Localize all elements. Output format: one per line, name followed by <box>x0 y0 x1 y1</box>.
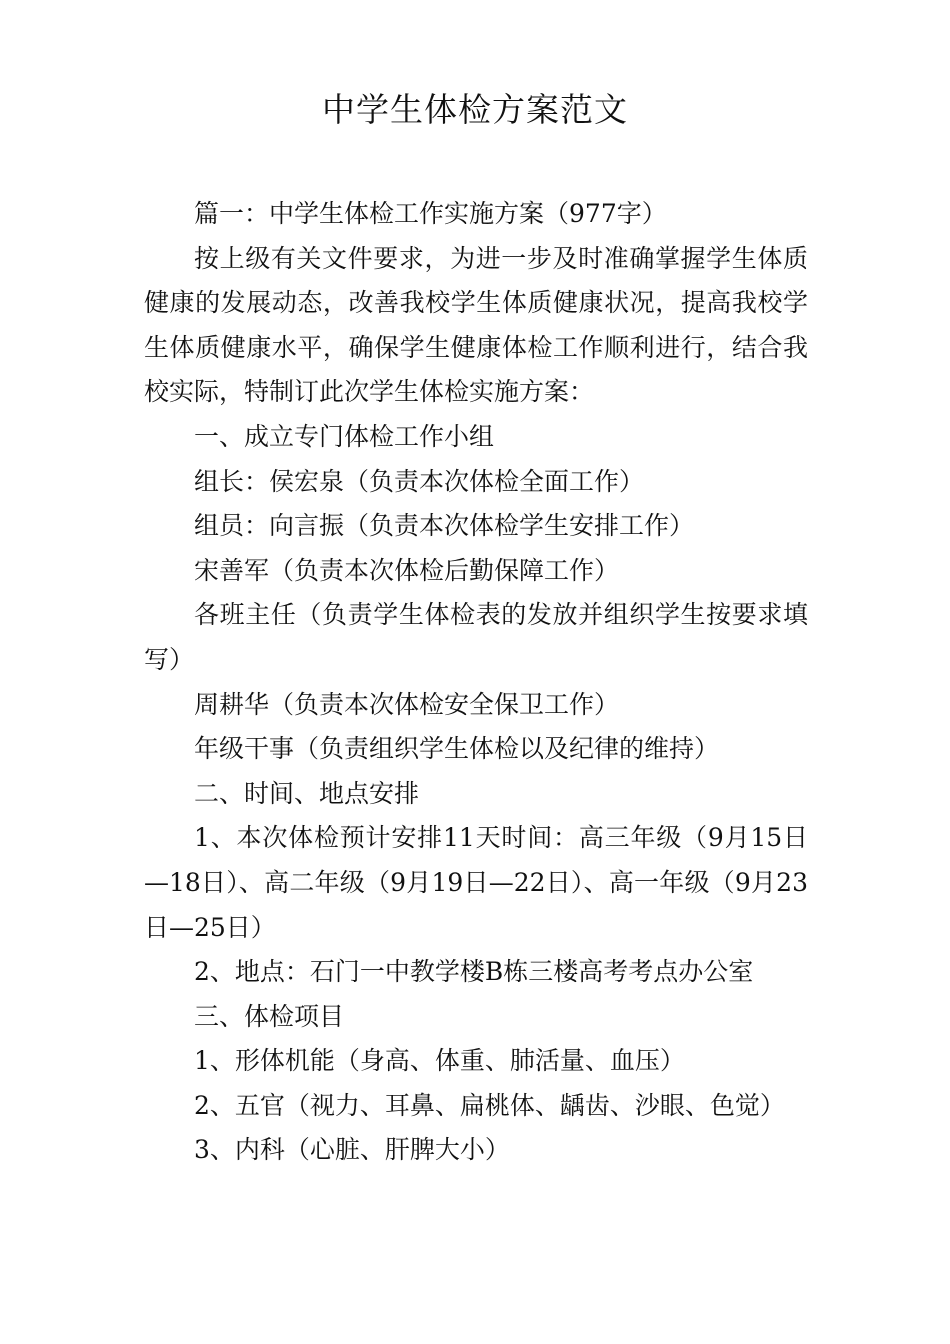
paragraph-group-leader: 组长：侯宏泉（负责本次体检全面工作） <box>194 466 645 496</box>
paragraph-member-song: 宋善军（负责本次体检后勤保障工作） <box>194 555 620 585</box>
paragraph-class-teachers: 各班主任（负责学生体检表的发放并组织学生按要求填写） <box>144 600 808 674</box>
paragraph-member-zhou: 周耕华（负责本次体检安全保卫工作） <box>194 689 620 719</box>
paragraph-heading-2: 二、时间、地点安排 <box>194 778 420 808</box>
paragraph-intro: 按上级有关文件要求，为进一步及时准确掌握学生体质健康的发展动态，改善我校学生体质健康状况，提高我校学生体质健康水平，确保学生健康体检工作顺利进行，结合我校实际，特制订此次学生体检实施方案： <box>144 243 808 407</box>
paragraph-group-member: 组员：向言振（负责本次体检学生安排工作） <box>194 511 695 541</box>
paragraph-section-heading: 篇一：中学生体检工作实施方案（977字） <box>194 199 667 228</box>
paragraph-item-internal: 3、内科（心脏、肝脾大小） <box>194 1135 510 1165</box>
document-title: 中学生体检方案范文 <box>322 90 628 129</box>
paragraph-item-senses: 2、五官（视力、耳鼻、扁桃体、龋齿、沙眼、色觉） <box>194 1090 785 1120</box>
paragraph-location: 2、地点：石门一中教学楼B栋三楼高考考点办公室 <box>194 957 754 987</box>
paragraph-grade-officer: 年级干事（负责组织学生体检以及纪律的维持） <box>194 734 720 764</box>
paragraph-schedule: 1、本次体检预计安排11天时间：高三年级（9月15日—18日）、高二年级（9月19日—22日）、高一年级（9月23日—25日） <box>144 823 808 942</box>
paragraph-heading-1: 一、成立专门体检工作小组 <box>194 421 495 451</box>
document-body <box>144 192 808 1173</box>
paragraph-item-body: 1、形体机能（身高、体重、肺活量、血压） <box>194 1046 685 1076</box>
paragraph-heading-3: 三、体检项目 <box>194 1001 345 1031</box>
